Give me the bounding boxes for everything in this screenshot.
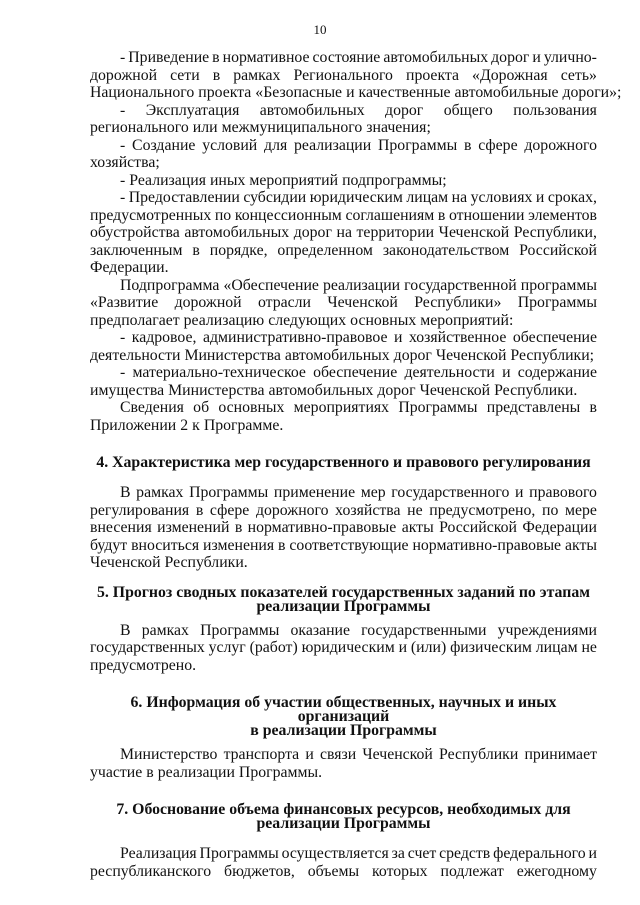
text-line: предполагает реализацию следующих основных мероприятий: [90,311,514,329]
text-line: деятельности Министерства автомобильных дорог Чеченской Республики; [90,346,595,364]
text-line: хозяйства; [90,154,160,171]
text-line: дорожной сети в рамках Регионального проекта «Дорожная сеть» [90,66,597,84]
text-line: «Развитие дорожной отрасли Чеченской Республики» Программы [90,294,597,311]
text-line: Национального проекта «Безопасные и качественные автомобильные дороги»; [90,84,622,101]
heading-line: реализации Программы [256,597,431,615]
text-line: - Приведение в нормативное состояние автомобильных дорог и улично- [120,49,597,66]
text-line: Приложении 2 к Программе. [90,416,284,434]
text-line: обустройства автомобильных дорог на территории Чеченской Республики, [90,224,597,241]
paragraph [90,172,597,190]
spacer [90,674,597,696]
spacer [90,434,597,456]
text-line: будут вноситься изменения в соответствующие нормативно-правовые акты [90,536,597,554]
text-line: - кадровое, административно-правовое и хозяйственное обеспечение [120,329,597,346]
paragraph [90,329,597,364]
heading-line: 4. Характеристика мер государственного и правового регулирования [96,454,591,471]
text-line: Подпрограмма «Обеспечение реализации государственной программы [120,276,597,294]
text-line: регулирования в сфере дорожного хозяйства не предусмотрено, по мере [90,501,597,519]
heading-line: в реализации Программы [250,722,437,739]
section-heading [90,456,597,470]
text-line: В рамках Программы применение мер государственного и правового [120,484,597,501]
text-line: регионального или межмуниципального значения; [90,119,431,136]
paragraph [90,49,622,102]
text-line: имущества Министерства автомобильных дорог Чеченской Республики. [90,381,578,399]
paragraph [90,189,597,277]
paragraph [90,746,597,781]
text-line: Федерации. [90,259,169,276]
spacer [90,470,597,484]
text-line: Чеченской Республики. [90,554,248,571]
heading-line: реализации Программы [256,815,431,832]
paragraph [90,277,597,330]
text-line: - Создание условий для реализации Программы в сфере дорожного [120,136,597,154]
text-line: республиканского бюджетов, объемы которых подлежат ежегодному [90,862,597,880]
text-line: - Предоставлении субсидии юридическим лицам на условиях и сроках, [120,189,597,206]
section-heading [90,803,597,831]
text-line: заключенным в порядке, определенном законодательством Российской [90,241,597,259]
text-line: внесения изменений в нормативно-правовые акты Российской Федерации [90,519,597,536]
heading-line: 6. Информация об участии общественных, научных и иных организаций [130,694,557,725]
page-number: 10 [313,22,327,37]
spacer [90,738,597,746]
paragraph [90,845,597,880]
spacer [90,831,597,845]
text-line: Реализация Программы осуществляется за счет средств федерального и [120,845,597,862]
paragraph [90,622,597,675]
spacer [90,781,597,803]
section-heading [90,696,597,738]
spacer [90,614,597,622]
paragraph [90,364,597,399]
text-line: участие в реализации Программы. [90,763,323,781]
text-line: - материально-техническое обеспечение деятельности и содержание [120,364,597,381]
text-line: государственных услуг (работ) юридическим и (или) физическим лицам не [90,639,597,656]
text-line: - Эксплуатация автомобильных дорог общего пользования [120,101,597,119]
document-body [90,49,622,880]
text-line: В рамках Программы оказание государственными учреждениями [120,621,597,639]
section-heading [90,583,597,615]
paragraph [90,399,597,434]
paragraph [90,137,597,172]
heading-line: 7. Обоснование объема финансовых ресурсов, необходимых для [116,801,571,818]
paragraph [90,102,597,137]
text-line: Сведения об основных мероприятиях Программы представлены в [120,399,597,416]
text-line: предусмотрено. [90,656,197,674]
heading-line: 5. Прогноз сводных показателей государственных заданий по этапам [96,583,590,601]
paragraph [90,484,597,572]
text-line: - Реализация иных мероприятий подпрограммы; [120,171,447,189]
text-line: Министерство транспорта и связи Чеченской Республики принимает [120,746,597,763]
text-line: предусмотренных по концессионным соглашениям в отношении элементов [90,206,597,224]
